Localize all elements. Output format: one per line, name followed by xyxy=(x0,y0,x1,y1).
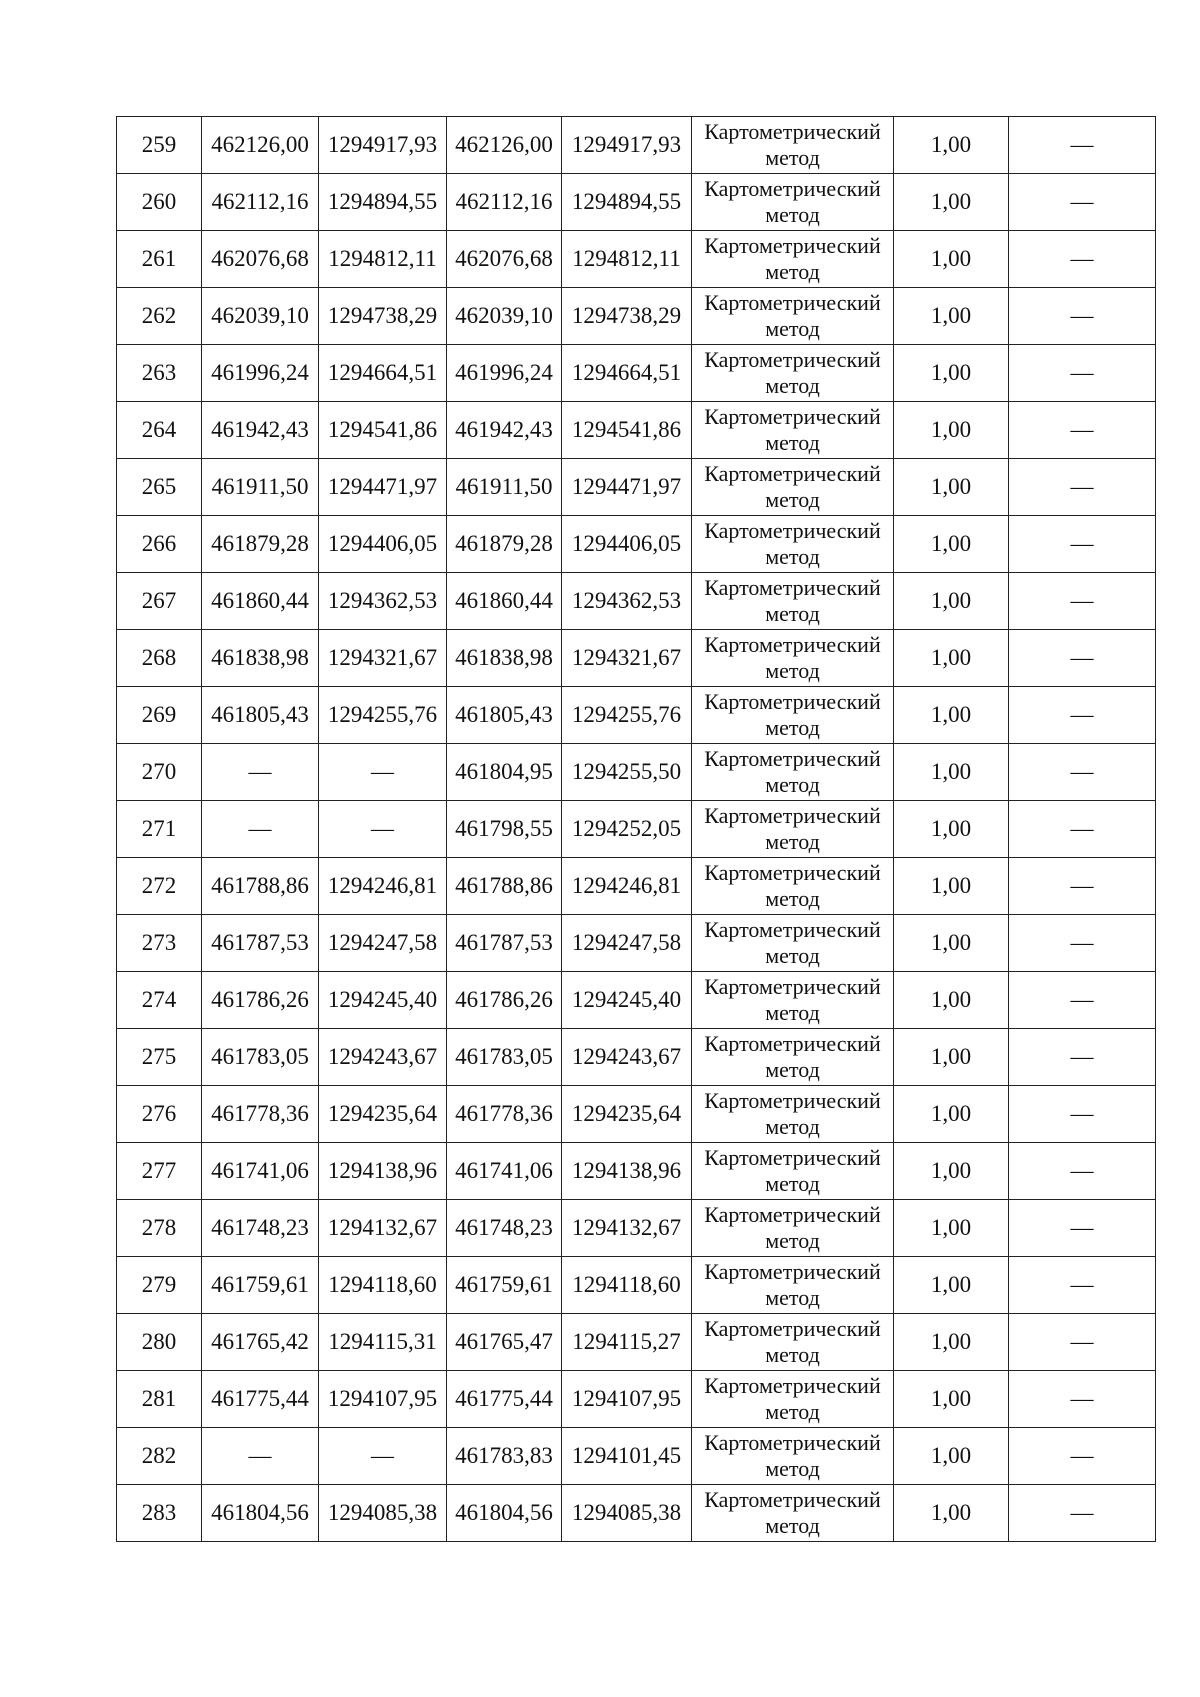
existing-x-cell: 461775,44 xyxy=(202,1371,319,1428)
method-line2: метод xyxy=(765,886,820,911)
new-x-cell: 461783,83 xyxy=(447,1428,562,1485)
note-cell: — xyxy=(1009,231,1156,288)
note-cell: — xyxy=(1009,516,1156,573)
note-cell: — xyxy=(1009,1314,1156,1371)
method-cell xyxy=(692,1200,894,1257)
method-line2: метод xyxy=(765,430,820,455)
method-cell xyxy=(692,1029,894,1086)
new-x-cell: 461748,23 xyxy=(447,1200,562,1257)
method-cell xyxy=(692,345,894,402)
method-line2: метод xyxy=(765,1000,820,1025)
note-cell: — xyxy=(1009,744,1156,801)
accuracy-cell: 1,00 xyxy=(894,1143,1009,1200)
table-row xyxy=(117,1485,1156,1542)
table-row xyxy=(117,1314,1156,1371)
method-cell xyxy=(692,687,894,744)
method-line2: метод xyxy=(765,1342,820,1367)
new-x-cell: 461788,86 xyxy=(447,858,562,915)
table-row xyxy=(117,516,1156,573)
existing-y-cell: 1294664,51 xyxy=(319,345,447,402)
point-number-cell: 278 xyxy=(117,1200,202,1257)
method-line1: Картометрический xyxy=(704,518,881,543)
new-y-cell: 1294321,67 xyxy=(562,630,692,687)
method-line1: Картометрический xyxy=(704,1316,881,1341)
method-line2: метод xyxy=(765,658,820,683)
table-body xyxy=(117,117,1156,1542)
method-cell xyxy=(692,1485,894,1542)
method-line1: Картометрический xyxy=(704,1031,881,1056)
accuracy-cell: 1,00 xyxy=(894,288,1009,345)
new-y-cell: 1294471,97 xyxy=(562,459,692,516)
existing-x-cell: 461748,23 xyxy=(202,1200,319,1257)
point-number-cell: 276 xyxy=(117,1086,202,1143)
point-number-cell: 270 xyxy=(117,744,202,801)
method-line1: Картометрический xyxy=(704,176,881,201)
point-number-cell: 273 xyxy=(117,915,202,972)
point-number-cell: 264 xyxy=(117,402,202,459)
note-cell: — xyxy=(1009,402,1156,459)
point-number-cell: 279 xyxy=(117,1257,202,1314)
new-y-cell: 1294115,27 xyxy=(562,1314,692,1371)
new-x-cell: 461783,05 xyxy=(447,1029,562,1086)
method-cell xyxy=(692,1371,894,1428)
method-line2: метод xyxy=(765,772,820,797)
table-row xyxy=(117,402,1156,459)
accuracy-cell: 1,00 xyxy=(894,174,1009,231)
existing-x-cell: — xyxy=(202,744,319,801)
note-cell: — xyxy=(1009,288,1156,345)
new-y-cell: 1294246,81 xyxy=(562,858,692,915)
method-line2: метод xyxy=(765,373,820,398)
method-line2: метод xyxy=(765,1285,820,1310)
table-row xyxy=(117,1257,1156,1314)
table-row xyxy=(117,345,1156,402)
existing-y-cell: 1294138,96 xyxy=(319,1143,447,1200)
accuracy-cell: 1,00 xyxy=(894,1029,1009,1086)
accuracy-cell: 1,00 xyxy=(894,573,1009,630)
table-row xyxy=(117,573,1156,630)
existing-y-cell: 1294243,67 xyxy=(319,1029,447,1086)
new-y-cell: 1294101,45 xyxy=(562,1428,692,1485)
method-line1: Картометрический xyxy=(704,632,881,657)
table-row xyxy=(117,972,1156,1029)
existing-y-cell: 1294321,67 xyxy=(319,630,447,687)
table-row xyxy=(117,1371,1156,1428)
note-cell: — xyxy=(1009,858,1156,915)
new-y-cell: 1294247,58 xyxy=(562,915,692,972)
new-x-cell: 461741,06 xyxy=(447,1143,562,1200)
method-cell xyxy=(692,516,894,573)
point-number-cell: 259 xyxy=(117,117,202,174)
table-row xyxy=(117,858,1156,915)
table-row xyxy=(117,1143,1156,1200)
accuracy-cell: 1,00 xyxy=(894,744,1009,801)
method-cell xyxy=(692,459,894,516)
new-x-cell: 461765,47 xyxy=(447,1314,562,1371)
accuracy-cell: 1,00 xyxy=(894,630,1009,687)
method-line1: Картометрический xyxy=(704,404,881,429)
new-y-cell: 1294541,86 xyxy=(562,402,692,459)
method-line1: Картометрический xyxy=(704,233,881,258)
existing-y-cell: 1294115,31 xyxy=(319,1314,447,1371)
method-line2: метод xyxy=(765,943,820,968)
accuracy-cell: 1,00 xyxy=(894,1200,1009,1257)
accuracy-cell: 1,00 xyxy=(894,1371,1009,1428)
existing-x-cell: 461759,61 xyxy=(202,1257,319,1314)
note-cell: — xyxy=(1009,573,1156,630)
method-line1: Картометрический xyxy=(704,1145,881,1170)
method-cell xyxy=(692,174,894,231)
point-number-cell: 280 xyxy=(117,1314,202,1371)
note-cell: — xyxy=(1009,687,1156,744)
table-row xyxy=(117,915,1156,972)
method-line1: Картометрический xyxy=(704,290,881,315)
point-number-cell: 263 xyxy=(117,345,202,402)
new-x-cell: 462112,16 xyxy=(447,174,562,231)
method-line1: Картометрический xyxy=(704,1202,881,1227)
method-line1: Картометрический xyxy=(704,1430,881,1455)
point-number-cell: 266 xyxy=(117,516,202,573)
method-line2: метод xyxy=(765,145,820,170)
new-y-cell: 1294243,67 xyxy=(562,1029,692,1086)
new-x-cell: 461942,43 xyxy=(447,402,562,459)
existing-x-cell: 461786,26 xyxy=(202,972,319,1029)
existing-x-cell: 461787,53 xyxy=(202,915,319,972)
note-cell: — xyxy=(1009,1200,1156,1257)
existing-y-cell: 1294235,64 xyxy=(319,1086,447,1143)
method-line1: Картометрический xyxy=(704,1259,881,1284)
note-cell: — xyxy=(1009,972,1156,1029)
method-line2: метод xyxy=(765,715,820,740)
accuracy-cell: 1,00 xyxy=(894,1086,1009,1143)
point-number-cell: 272 xyxy=(117,858,202,915)
existing-x-cell: 461778,36 xyxy=(202,1086,319,1143)
new-y-cell: 1294917,93 xyxy=(562,117,692,174)
method-line2: метод xyxy=(765,1057,820,1082)
new-x-cell: 461860,44 xyxy=(447,573,562,630)
new-x-cell: 461804,95 xyxy=(447,744,562,801)
note-cell: — xyxy=(1009,1485,1156,1542)
method-line2: метод xyxy=(765,316,820,341)
note-cell: — xyxy=(1009,630,1156,687)
new-x-cell: 461879,28 xyxy=(447,516,562,573)
method-cell xyxy=(692,744,894,801)
note-cell: — xyxy=(1009,1428,1156,1485)
method-line1: Картометрический xyxy=(704,347,881,372)
method-cell xyxy=(692,288,894,345)
accuracy-cell: 1,00 xyxy=(894,1314,1009,1371)
method-cell xyxy=(692,630,894,687)
point-number-cell: 275 xyxy=(117,1029,202,1086)
new-y-cell: 1294252,05 xyxy=(562,801,692,858)
new-y-cell: 1294406,05 xyxy=(562,516,692,573)
method-line1: Картометрический xyxy=(704,974,881,999)
accuracy-cell: 1,00 xyxy=(894,972,1009,1029)
new-x-cell: 461805,43 xyxy=(447,687,562,744)
new-y-cell: 1294894,55 xyxy=(562,174,692,231)
existing-y-cell: 1294247,58 xyxy=(319,915,447,972)
accuracy-cell: 1,00 xyxy=(894,1428,1009,1485)
accuracy-cell: 1,00 xyxy=(894,516,1009,573)
existing-x-cell: 461942,43 xyxy=(202,402,319,459)
new-x-cell: 462039,10 xyxy=(447,288,562,345)
existing-x-cell: 462039,10 xyxy=(202,288,319,345)
existing-x-cell: 461879,28 xyxy=(202,516,319,573)
method-cell xyxy=(692,915,894,972)
table-row xyxy=(117,630,1156,687)
note-cell: — xyxy=(1009,1029,1156,1086)
point-number-cell: 261 xyxy=(117,231,202,288)
existing-x-cell: 461860,44 xyxy=(202,573,319,630)
new-x-cell: 461798,55 xyxy=(447,801,562,858)
method-cell xyxy=(692,858,894,915)
new-y-cell: 1294362,53 xyxy=(562,573,692,630)
existing-y-cell: 1294255,76 xyxy=(319,687,447,744)
new-x-cell: 461778,36 xyxy=(447,1086,562,1143)
method-cell xyxy=(692,402,894,459)
existing-y-cell: 1294132,67 xyxy=(319,1200,447,1257)
table-row xyxy=(117,288,1156,345)
existing-x-cell: 461838,98 xyxy=(202,630,319,687)
existing-y-cell: 1294471,97 xyxy=(319,459,447,516)
method-cell xyxy=(692,231,894,288)
method-line2: метод xyxy=(765,1513,820,1538)
accuracy-cell: 1,00 xyxy=(894,1257,1009,1314)
existing-x-cell: 462112,16 xyxy=(202,174,319,231)
new-y-cell: 1294132,67 xyxy=(562,1200,692,1257)
method-cell xyxy=(692,1143,894,1200)
accuracy-cell: 1,00 xyxy=(894,402,1009,459)
method-cell xyxy=(692,1257,894,1314)
method-line2: метод xyxy=(765,1114,820,1139)
note-cell: — xyxy=(1009,117,1156,174)
method-line1: Картометрический xyxy=(704,746,881,771)
method-cell xyxy=(692,117,894,174)
new-y-cell: 1294107,95 xyxy=(562,1371,692,1428)
method-line2: метод xyxy=(765,1456,820,1481)
existing-x-cell: 461804,56 xyxy=(202,1485,319,1542)
note-cell: — xyxy=(1009,1143,1156,1200)
table-row xyxy=(117,1200,1156,1257)
method-line1: Картометрический xyxy=(704,1487,881,1512)
accuracy-cell: 1,00 xyxy=(894,858,1009,915)
table-row xyxy=(117,174,1156,231)
method-line2: метод xyxy=(765,829,820,854)
method-line2: метод xyxy=(765,259,820,284)
new-y-cell: 1294245,40 xyxy=(562,972,692,1029)
accuracy-cell: 1,00 xyxy=(894,345,1009,402)
accuracy-cell: 1,00 xyxy=(894,1485,1009,1542)
new-x-cell: 462126,00 xyxy=(447,117,562,174)
existing-x-cell: 461783,05 xyxy=(202,1029,319,1086)
accuracy-cell: 1,00 xyxy=(894,801,1009,858)
accuracy-cell: 1,00 xyxy=(894,459,1009,516)
new-y-cell: 1294255,76 xyxy=(562,687,692,744)
existing-x-cell: 461788,86 xyxy=(202,858,319,915)
table-row xyxy=(117,744,1156,801)
method-line2: метод xyxy=(765,601,820,626)
point-number-cell: 267 xyxy=(117,573,202,630)
new-y-cell: 1294138,96 xyxy=(562,1143,692,1200)
method-line2: метод xyxy=(765,202,820,227)
method-line1: Картометрический xyxy=(704,1088,881,1113)
existing-y-cell: 1294085,38 xyxy=(319,1485,447,1542)
point-number-cell: 281 xyxy=(117,1371,202,1428)
existing-x-cell: 462126,00 xyxy=(202,117,319,174)
point-number-cell: 268 xyxy=(117,630,202,687)
note-cell: — xyxy=(1009,1086,1156,1143)
method-line1: Картометрический xyxy=(704,689,881,714)
note-cell: — xyxy=(1009,174,1156,231)
new-y-cell: 1294255,50 xyxy=(562,744,692,801)
new-y-cell: 1294085,38 xyxy=(562,1485,692,1542)
point-number-cell: 260 xyxy=(117,174,202,231)
method-line1: Картометрический xyxy=(704,803,881,828)
table-row xyxy=(117,1029,1156,1086)
existing-y-cell: — xyxy=(319,1428,447,1485)
method-cell xyxy=(692,801,894,858)
table-row xyxy=(117,1428,1156,1485)
existing-y-cell: 1294362,53 xyxy=(319,573,447,630)
method-line2: метод xyxy=(765,1228,820,1253)
existing-y-cell: 1294738,29 xyxy=(319,288,447,345)
method-line1: Картометрический xyxy=(704,461,881,486)
existing-y-cell: 1294894,55 xyxy=(319,174,447,231)
existing-y-cell: 1294246,81 xyxy=(319,858,447,915)
accuracy-cell: 1,00 xyxy=(894,915,1009,972)
table-row xyxy=(117,687,1156,744)
point-number-cell: 274 xyxy=(117,972,202,1029)
point-number-cell: 262 xyxy=(117,288,202,345)
new-y-cell: 1294235,64 xyxy=(562,1086,692,1143)
point-number-cell: 282 xyxy=(117,1428,202,1485)
existing-x-cell: — xyxy=(202,801,319,858)
method-cell xyxy=(692,972,894,1029)
accuracy-cell: 1,00 xyxy=(894,231,1009,288)
new-x-cell: 461911,50 xyxy=(447,459,562,516)
method-line1: Картометрический xyxy=(704,575,881,600)
new-x-cell: 462076,68 xyxy=(447,231,562,288)
method-line1: Картометрический xyxy=(704,1373,881,1398)
new-x-cell: 461996,24 xyxy=(447,345,562,402)
existing-x-cell: 461911,50 xyxy=(202,459,319,516)
method-line2: метод xyxy=(765,544,820,569)
method-line1: Картометрический xyxy=(704,860,881,885)
table-row xyxy=(117,117,1156,174)
new-y-cell: 1294738,29 xyxy=(562,288,692,345)
new-x-cell: 461759,61 xyxy=(447,1257,562,1314)
method-cell xyxy=(692,1314,894,1371)
existing-y-cell: 1294917,93 xyxy=(319,117,447,174)
existing-y-cell: 1294107,95 xyxy=(319,1371,447,1428)
note-cell: — xyxy=(1009,915,1156,972)
note-cell: — xyxy=(1009,801,1156,858)
existing-x-cell: 461996,24 xyxy=(202,345,319,402)
method-cell xyxy=(692,1428,894,1485)
new-y-cell: 1294664,51 xyxy=(562,345,692,402)
method-line1: Картометрический xyxy=(704,917,881,942)
note-cell: — xyxy=(1009,345,1156,402)
point-number-cell: 277 xyxy=(117,1143,202,1200)
new-x-cell: 461775,44 xyxy=(447,1371,562,1428)
point-number-cell: 283 xyxy=(117,1485,202,1542)
coordinates-table xyxy=(116,116,1156,1542)
method-line2: метод xyxy=(765,1171,820,1196)
point-number-cell: 271 xyxy=(117,801,202,858)
point-number-cell: 269 xyxy=(117,687,202,744)
new-x-cell: 461838,98 xyxy=(447,630,562,687)
accuracy-cell: 1,00 xyxy=(894,687,1009,744)
existing-x-cell: 462076,68 xyxy=(202,231,319,288)
accuracy-cell: 1,00 xyxy=(894,117,1009,174)
method-line2: метод xyxy=(765,487,820,512)
table-row xyxy=(117,459,1156,516)
method-cell xyxy=(692,1086,894,1143)
existing-x-cell: 461805,43 xyxy=(202,687,319,744)
method-cell xyxy=(692,573,894,630)
existing-y-cell: — xyxy=(319,801,447,858)
existing-y-cell: 1294118,60 xyxy=(319,1257,447,1314)
note-cell: — xyxy=(1009,459,1156,516)
table-row xyxy=(117,801,1156,858)
note-cell: — xyxy=(1009,1257,1156,1314)
table-row xyxy=(117,1086,1156,1143)
method-line1: Картометрический xyxy=(704,119,881,144)
table-row xyxy=(117,231,1156,288)
existing-y-cell: 1294406,05 xyxy=(319,516,447,573)
existing-y-cell: — xyxy=(319,744,447,801)
point-number-cell: 265 xyxy=(117,459,202,516)
existing-x-cell: — xyxy=(202,1428,319,1485)
new-y-cell: 1294812,11 xyxy=(562,231,692,288)
existing-x-cell: 461741,06 xyxy=(202,1143,319,1200)
method-line2: метод xyxy=(765,1399,820,1424)
new-x-cell: 461804,56 xyxy=(447,1485,562,1542)
new-x-cell: 461786,26 xyxy=(447,972,562,1029)
existing-y-cell: 1294245,40 xyxy=(319,972,447,1029)
note-cell: — xyxy=(1009,1371,1156,1428)
new-x-cell: 461787,53 xyxy=(447,915,562,972)
existing-y-cell: 1294541,86 xyxy=(319,402,447,459)
new-y-cell: 1294118,60 xyxy=(562,1257,692,1314)
existing-x-cell: 461765,42 xyxy=(202,1314,319,1371)
existing-y-cell: 1294812,11 xyxy=(319,231,447,288)
